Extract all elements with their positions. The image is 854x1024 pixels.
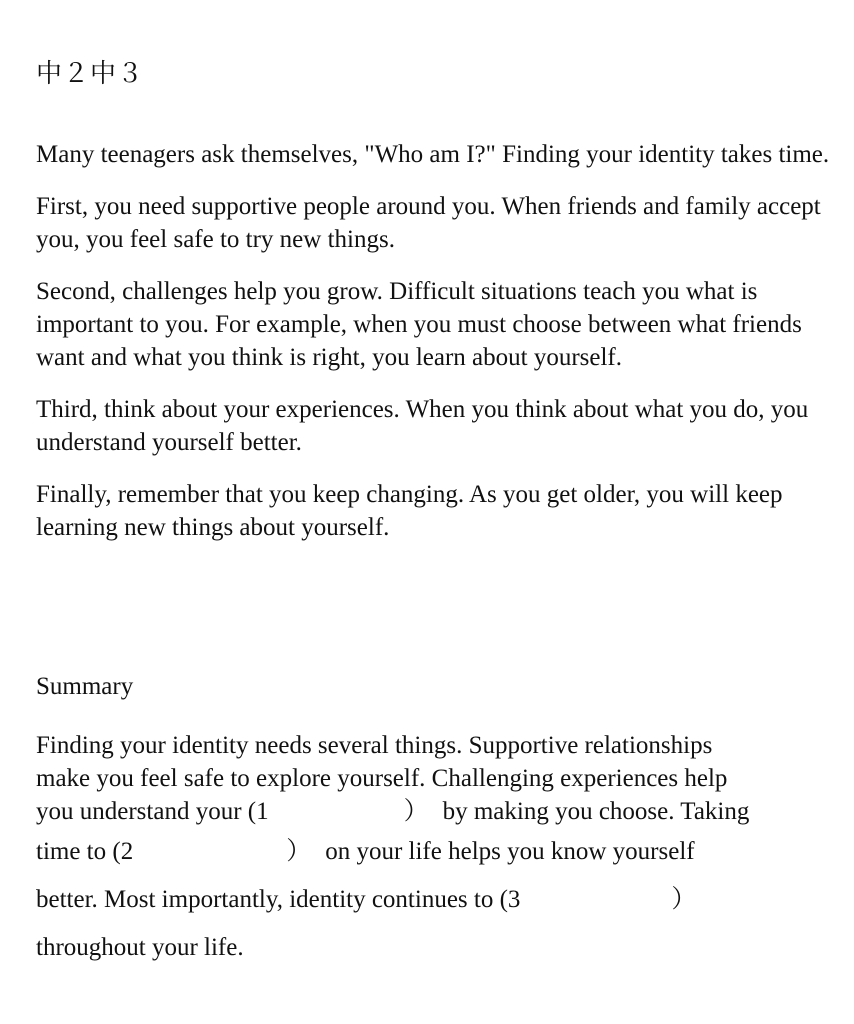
summary-line-text: by making you choose. Taking xyxy=(442,798,750,825)
summary-line-text: Finding your identity needs several things. Supportive relationships xyxy=(36,732,713,759)
paragraph-intro: Many teenagers ask themselves, "Who am I?" Finding your identity takes time. xyxy=(36,141,830,168)
summary-line-text: make you feel safe to explore yourself. Challenging experiences help xyxy=(36,765,728,792)
blank-2-close: ） xyxy=(286,838,312,865)
summary-heading: Summary xyxy=(36,673,134,700)
summary-line xyxy=(36,762,836,795)
reading-passage xyxy=(36,138,836,563)
summary-text xyxy=(36,729,836,972)
paragraph-second: Second, challenges help you grow. Difficult situations teach you what is important to you. For example, when you must choose between what friends want and what you think is right, you learn about yourself. xyxy=(36,278,802,371)
blank-3-close: ） xyxy=(671,886,697,913)
paragraph-third: Third, think about your experiences. When you think about what you do, you understand yourself better. xyxy=(36,396,809,456)
blank-1-label: you understand your (1 xyxy=(36,798,269,825)
summary-line xyxy=(36,876,836,924)
blank-1-close: ） xyxy=(403,798,429,825)
summary-line xyxy=(36,795,836,828)
summary-line-text: throughout your life. xyxy=(36,934,244,961)
summary-line-text: on your life helps you know yourself xyxy=(325,838,695,865)
blank-2-answer-space[interactable] xyxy=(133,828,311,876)
paragraph-finally: Finally, remember that you keep changing. As you get older, you will keep learning new things about yourself. xyxy=(36,481,783,541)
blank-3-label: better. Most importantly, identity continues to (3 xyxy=(36,886,521,913)
summary-line xyxy=(36,729,836,762)
summary-line xyxy=(36,924,836,972)
summary-line xyxy=(36,828,836,876)
grade-label: 中２中３ xyxy=(36,59,145,89)
blank-2-label: time to (2 xyxy=(36,838,134,865)
blank-3-answer-space[interactable] xyxy=(520,876,696,924)
blank-1-answer-space[interactable] xyxy=(269,795,429,828)
paragraph-first: First, you need supportive people around you. When friends and family accept you, you feel safe to try new things. xyxy=(36,193,821,253)
